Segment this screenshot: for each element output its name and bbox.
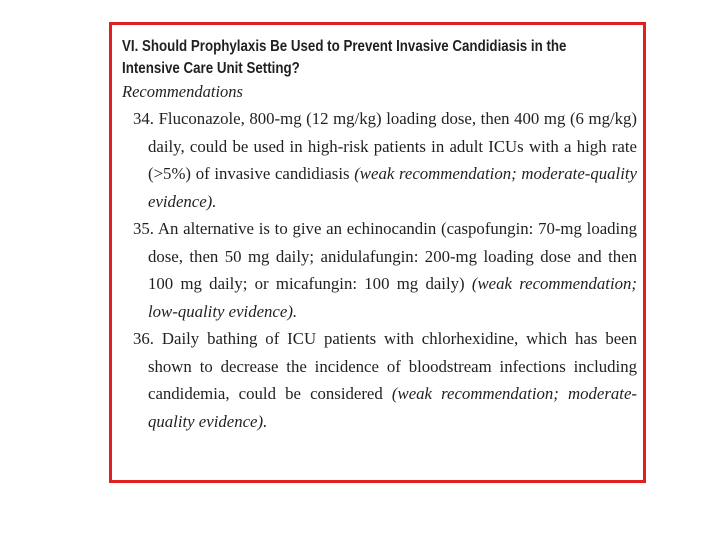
recommendation-36 — [122, 325, 637, 435]
recommendation-text: Fluconazole, 800-mg (12 mg/kg) loading dose, then 400 mg (6 mg/kg) daily, could be used in high-risk patients in adult ICUs with a high rate (>5%) of invasive candidiasis — [148, 109, 637, 183]
recommendation-period: . — [292, 301, 298, 321]
recommendations-heading: Recommendations — [122, 82, 243, 101]
recommendation-35 — [122, 215, 637, 325]
recommendation-text: An alternative is to give an echinocandin (caspofungin: 70-mg loading dose, then 50 mg daily; anidulafungin: 200-mg loading dose and then 100 mg daily; or micafungin: 100 mg daily) — [148, 219, 637, 293]
evidence-quality: (weak recommendation; low-quality evidence) — [148, 274, 637, 321]
section-title — [122, 36, 645, 80]
recommendation-period: . — [263, 411, 268, 431]
section-title-line-2: Intensive Care Unit Setting? — [122, 60, 300, 77]
recommendation-number: 35. — [133, 219, 154, 238]
slide-frame — [109, 22, 646, 483]
recommendation-period: . — [212, 191, 217, 211]
evidence-quality: (weak recommendation; moderate-quality evidence) — [148, 384, 637, 431]
evidence-quality: (weak recommendation; moderate-quality evidence) — [148, 164, 637, 211]
section-title-line-1: VI. Should Prophylaxis Be Used to Prevent Invasive Candidiasis in the — [122, 38, 567, 55]
recommendation-number: 34. — [133, 109, 154, 128]
guideline-excerpt — [122, 36, 637, 435]
recommendation-text: Daily bathing of ICU patients with chlorhexidine, which has been shown to decrease the incidence of bloodstream infections including candidemia, could be considered — [148, 329, 637, 403]
recommendation-number: 36. — [133, 329, 154, 348]
recommendation-34 — [122, 105, 637, 215]
